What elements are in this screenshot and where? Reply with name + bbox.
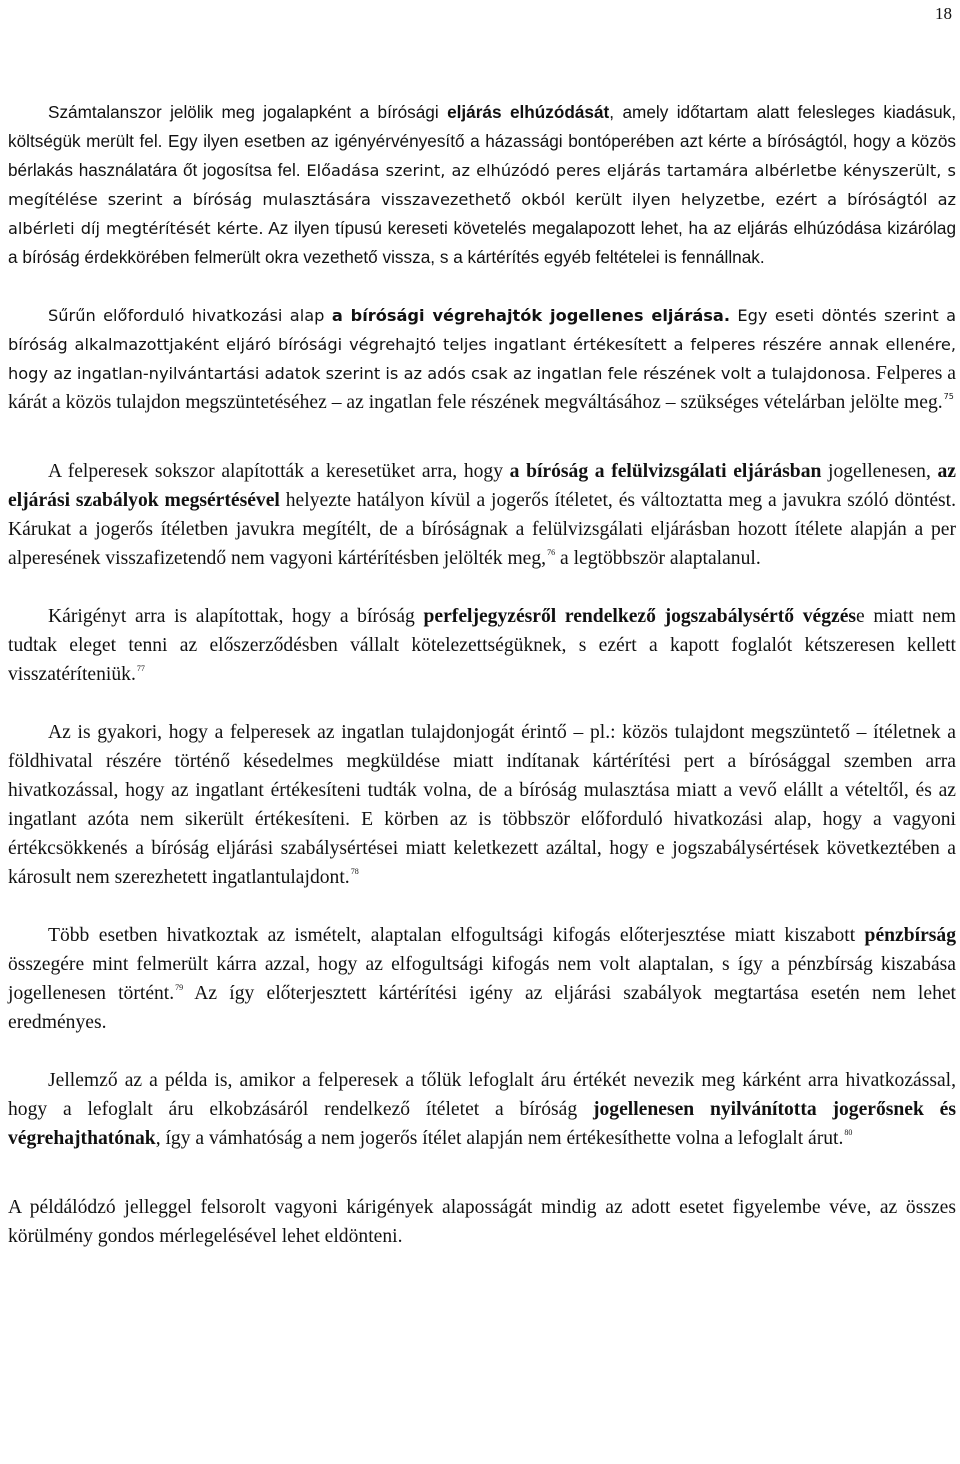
- paragraph-gap: [8, 1153, 956, 1193]
- paragraph-4-text-2: e miatt nem tudtak eleget tenni az előszerződésben vállalt kötelezettségüknek, s ezért a kapott foglalót kétszeresen kellett visszatéríteniük.: [8, 606, 957, 685]
- paragraph-3-text-1: A felperesek sokszor alapították a keresetüket arra, hogy: [48, 461, 510, 482]
- paragraph-7-bold-1: jogellenesen nyilvánította jogerősnek és végrehajthatónak: [8, 1099, 956, 1149]
- footnote-ref-80[interactable]: 80: [844, 1128, 853, 1137]
- paragraph-1-text-3: Előadása szerint, az elhúzódó peres eljárás tartamára albérletbe kényszerült, s megítélése szerint a bíróság mulasztására visszavezethető okból került ilyen helyzetbe, ezért a bíróságtól az albérleti díj megtérítését kérte.: [8, 161, 956, 238]
- paragraph-2-bold-1: a bírósági végrehajtók jogellenes eljárása.: [331, 306, 730, 325]
- paragraph-4-bold-1: perfeljegyzésről rendelkező jogszabálysértő végzés: [423, 606, 857, 627]
- paragraph-1-text-1: Számtalanszor jelölik meg jogalapként a bírósági: [48, 102, 448, 122]
- paragraph-gap: [8, 417, 956, 457]
- paragraph-6-text-2: összegére mint felmerült kárra azzal, hogy az elfogultsági kifogás nem volt alaptalan, s így a pénzbírság kiszabása jogellenesen történt.: [8, 954, 956, 1004]
- paragraph-3-bold-2: az eljárási szabályok megsértésével: [8, 461, 956, 511]
- paragraph-8: [8, 1193, 956, 1251]
- footnote-ref-78[interactable]: 78: [350, 867, 359, 876]
- paragraph-gap: [8, 1037, 956, 1066]
- paragraph-6-text-3: Az így előterjesztett kártérítési igény az eljárási szabályok megtartása esetén nem lehet eredményes.: [8, 983, 957, 1033]
- paragraph-gap: [8, 689, 956, 718]
- paragraph-7-text-2: , így a vámhatóság a nem jogerős ítélet alapján nem értékesíthette volna a lefoglalt árut.: [155, 1128, 844, 1149]
- body-text: [8, 98, 956, 1251]
- footnote-ref-76[interactable]: 76: [547, 548, 556, 557]
- paragraph-2-text-1: Sűrűn előforduló hivatkozási alap: [48, 306, 332, 325]
- paragraph-gap: [8, 272, 956, 301]
- paragraph-4-text-1: Kárigényt arra is alapítottak, hogy a bíróság: [48, 606, 424, 627]
- paragraph-1: [8, 98, 956, 272]
- paragraph-2-text-2: Egy eseti döntés szerint a bíróság alkalmazottjaként eljáró bírósági végrehajtó teljes ingatlant értékesített a felperes részére annak ellenére, hogy az ingatlan-nyilvántartási adatok szerint is az adós csak az ingatlan fele részének volt a tulajdonosa.: [8, 306, 956, 383]
- paragraph-6-text-1: Több esetben hivatkoztak az ismételt, alaptalan elfogultsági kifogás előterjesztése miatt kiszabott: [48, 925, 865, 946]
- paragraph-1-text-2: , amely időtartam alatt felesleges kiadásuk, költségük merült fel. Egy ilyen esetben az igényérvényesítő a házassági bontóperében azt kérte a bíróságtól, hogy a közös bérlakás használatára őt jogosítsa fel.: [8, 102, 957, 180]
- paragraph-1-bold-1: eljárás elhúzódását: [447, 102, 610, 122]
- paragraph-2-text-3: Felperes a kárát a közös tulajdon megszüntetéséhez – az ingatlan fele részének megváltásához – szükséges vételárban jelölte meg.: [8, 363, 956, 413]
- footnote-ref-75[interactable]: 75: [943, 392, 954, 401]
- paragraph-3-bold-1: a bíróság a felülvizsgálati eljárásban: [509, 461, 822, 482]
- footnote-ref-79[interactable]: 79: [175, 983, 184, 992]
- paragraph-7-text-1: Jellemző az a példa is, amikor a felperesek a tőlük lefoglalt áru értékét nevezik meg kárként arra hivatkozással, hogy a lefoglalt áru elkobzásáról rendelkező ítéletet a bíróság: [8, 1070, 956, 1120]
- paragraph-3-text-3: helyezte hatályon kívül a jogerős ítéletet, és változtatta meg a javukra szóló döntést. Kárukat a jogerős ítéletben javukra megítélt, de a bíróságnak a felülvizsgálati eljárásban hozott ítélete alapján a per alperesének visszafizetendő nem vagyoni kártérítésben jelölték meg,: [8, 490, 956, 569]
- footnote-ref-77[interactable]: 77: [136, 664, 145, 673]
- paragraph-6-bold-1: pénzbírság: [864, 925, 956, 946]
- paragraph-gap: [8, 573, 956, 602]
- paragraph-8-text-1: A példálódzó jelleggel felsorolt vagyoni kárigények alaposságát mindig az adott esetet figyelembe véve, az összes körülmény gondos mérlegelésével lehet eldönteni.: [8, 1197, 956, 1247]
- paragraph-1-text-4: Az ilyen típusú kereseti követelés megalapozott lehet, ha az eljárás elhúzódása kizárólag a bíróság érdekkörében felmerült okra vezethető vissza, s a kártérítés egyéb feltételei is fennállnak.: [8, 218, 957, 267]
- paragraph-7: [8, 1066, 956, 1153]
- page-number: 18: [935, 4, 952, 23]
- paragraph-3: [8, 457, 956, 573]
- paragraph-3-text-2: jogellenesen,: [821, 461, 938, 482]
- paragraph-2: [8, 301, 956, 417]
- paragraph-gap: [8, 892, 956, 921]
- paragraph-4: [8, 602, 956, 689]
- paragraph-6: [8, 921, 956, 1037]
- paragraph-5-text-1: Az is gyakori, hogy a felperesek az ingatlan tulajdonjogát érintő – pl.: közös tulajdont megszüntető – ítéletnek a földhivatal részére történő késedelmes megküldése miatt indítanak kártérítési pert a bírósággal szemben arra hivatkozással, hogy az ingatlant értékesíteni tudták volna, de a bíróság mulasztása miatt a vevő elállt a vételtől, és az ingatlant azóta nem sikerült értékesíteni. E körben az is többször előforduló hivatkozási alap, hogy a vagyoni értékcsökkenés a bíróság eljárási szabálysértései miatt keletkezett azáltal, hogy e jogszabálysértések következtében a károsult nem szerezhetett ingatlantulajdont.: [8, 722, 956, 888]
- paragraph-5: [8, 718, 956, 892]
- paragraph-3-text-4: a legtöbbször alaptalanul.: [555, 548, 761, 569]
